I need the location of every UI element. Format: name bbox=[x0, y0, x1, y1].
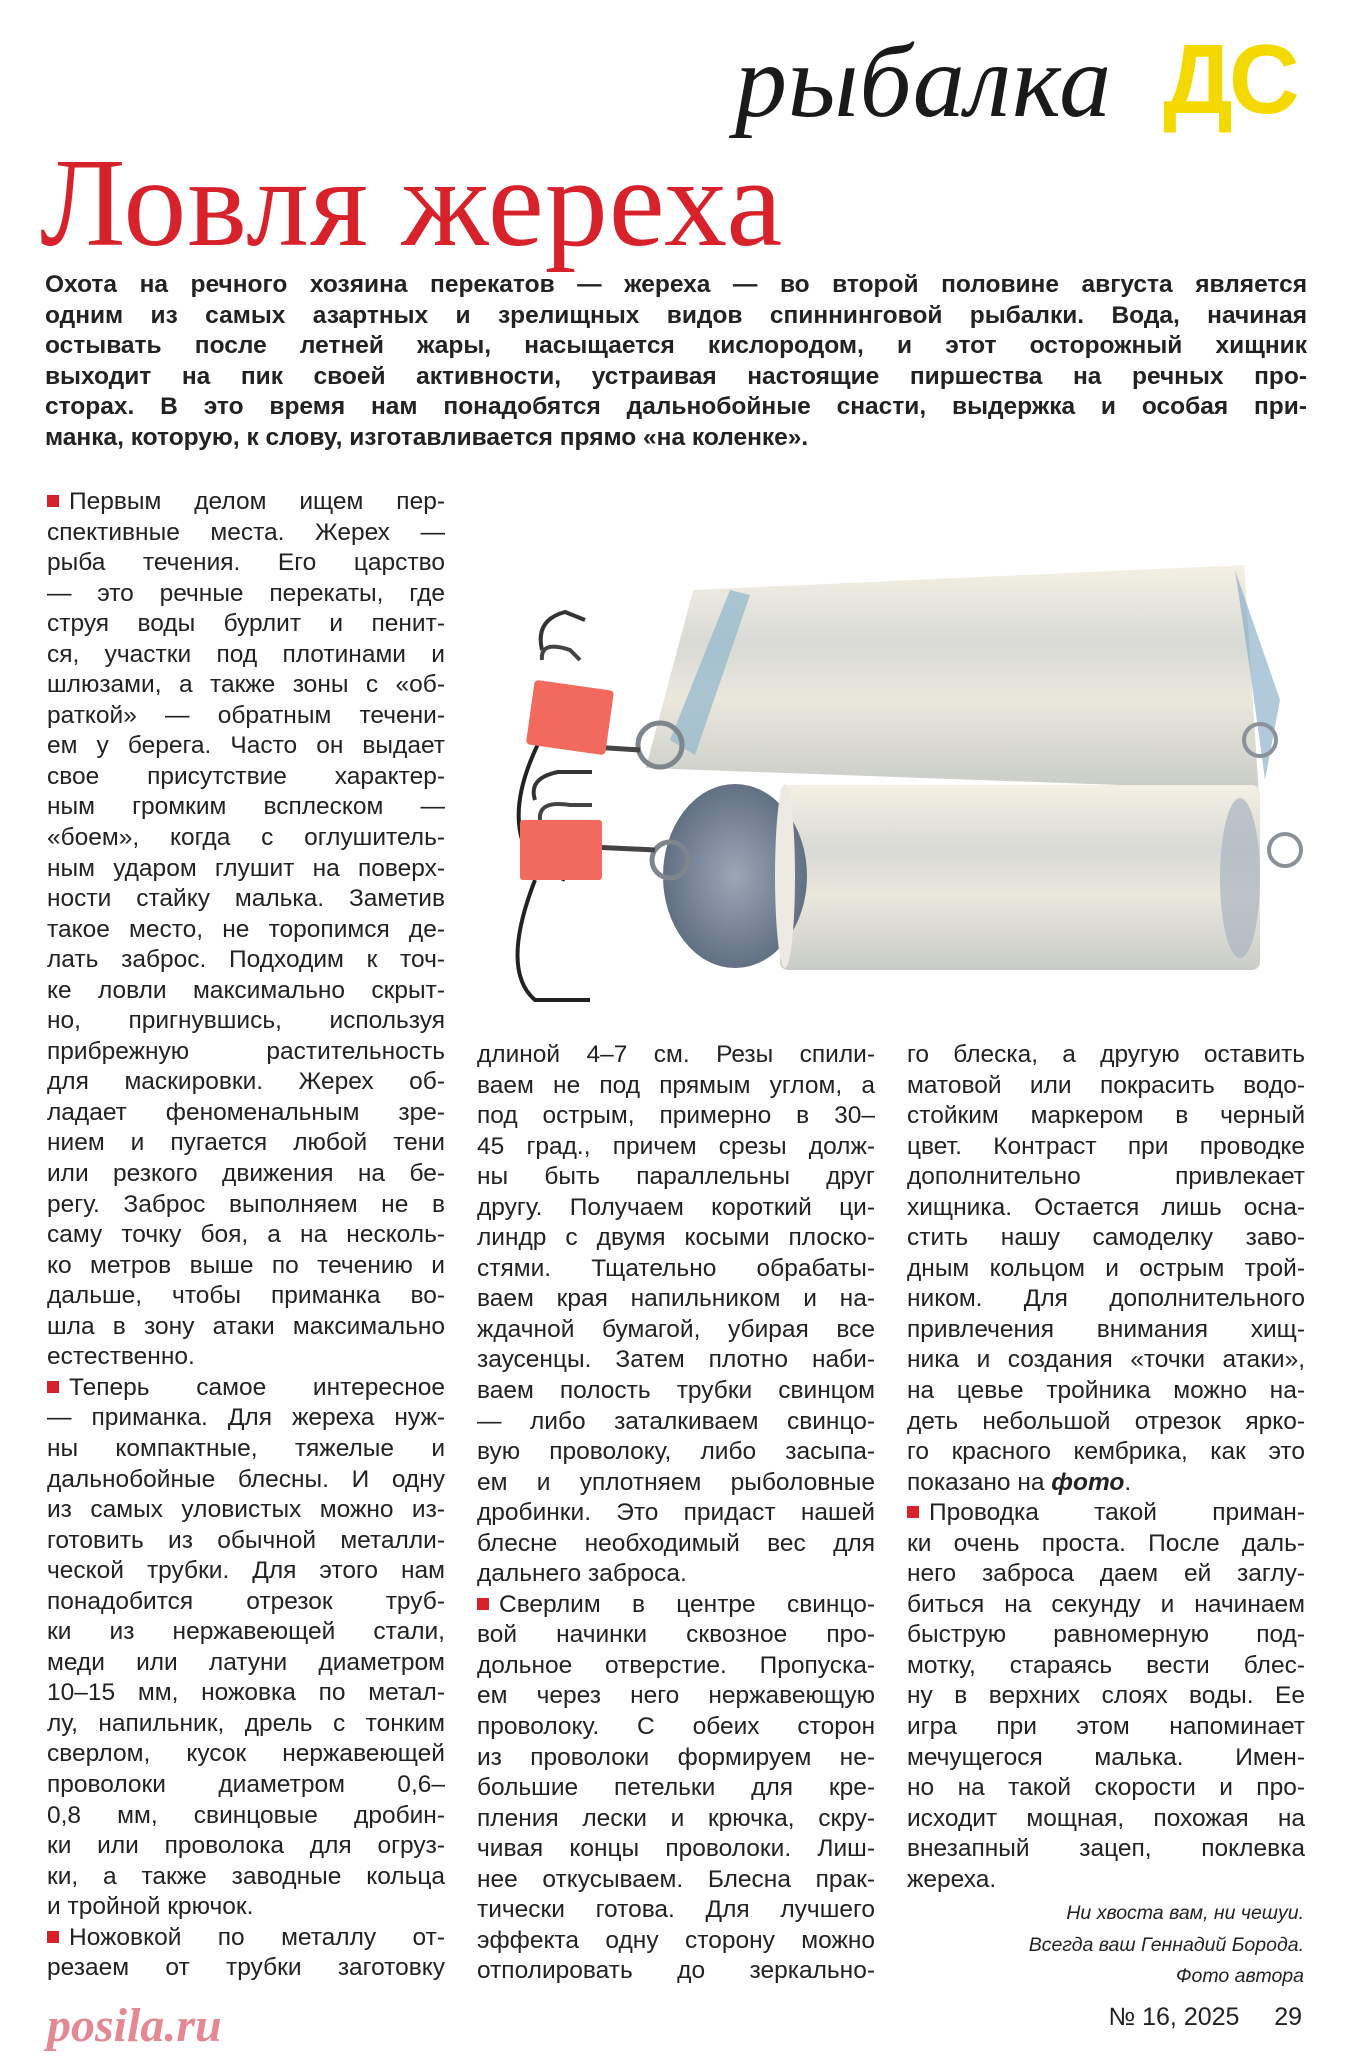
text-line: ем и уплотняем рыболовные bbox=[477, 1468, 875, 1496]
text-line: тически готова. Для лучшего bbox=[477, 1896, 875, 1924]
text-line: но, пригнувшись, используя bbox=[47, 1007, 445, 1035]
signature-line-2: Всегда ваш Геннадий Борода. bbox=[1028, 1933, 1304, 1956]
lures-photo bbox=[490, 500, 1320, 1040]
text-line: ческой трубки. Для этого нам bbox=[47, 1557, 445, 1585]
text-line: Проводка такой приман- bbox=[907, 1498, 1305, 1529]
text-line: жереха. bbox=[907, 1865, 997, 1893]
text-line: ником. Для дополнительного bbox=[907, 1285, 1305, 1313]
lead-line: остывать после летней жары, насыщается кислородом, и этот осторожный хищник bbox=[45, 332, 1307, 360]
emphasis-word: фото bbox=[1051, 1468, 1125, 1496]
text-line: ваем полость трубки свинцом bbox=[477, 1377, 875, 1405]
text-line: блесне необходимый вес для bbox=[477, 1529, 875, 1557]
text-line: Первым делом ищем пер- bbox=[47, 487, 445, 518]
text-line: игра при этом напоминает bbox=[907, 1713, 1305, 1741]
text-line: ко метров выше по течению и bbox=[47, 1251, 445, 1279]
text-line: раткой» — обратным течени- bbox=[47, 701, 445, 729]
text-line: него заброса даем ей заглу- bbox=[907, 1560, 1305, 1588]
text-line: но на такой скорости и про- bbox=[907, 1774, 1305, 1802]
text-line: стить нашу самоделку заво- bbox=[907, 1224, 1305, 1252]
text-line: спективные места. Жерех — bbox=[47, 518, 445, 546]
text-line: — либо заталкиваем свинцо- bbox=[477, 1407, 875, 1435]
signature-line-1: Ни хвоста вам, ни чешуи. bbox=[1066, 1902, 1304, 1924]
text-line: под острым, примерно в 30– bbox=[477, 1102, 875, 1130]
text-line: свое присутствие характер- bbox=[47, 762, 445, 790]
text-line: ся, участки под плотинами и bbox=[47, 640, 445, 668]
text-line: вую проволоку, либо засыпа- bbox=[477, 1438, 875, 1466]
text-line: показано на фото. bbox=[907, 1468, 1132, 1496]
text-line: ки или проволока для огруз- bbox=[47, 1832, 445, 1860]
text-line: нием и пугается любой тени bbox=[47, 1129, 445, 1157]
text-line: отполировать до зеркально- bbox=[477, 1957, 875, 1985]
text-column-1 bbox=[47, 487, 445, 1984]
text-column-3 bbox=[907, 1040, 1305, 1895]
text-line: пления лески и крючка, скру- bbox=[477, 1804, 875, 1832]
text-line: понадобится отрезок труб- bbox=[47, 1587, 445, 1615]
article-lead bbox=[45, 270, 1307, 454]
text-line: ваем не под прямым углом, а bbox=[477, 1071, 875, 1099]
lead-line: Охота на речного хозяина перекатов — жереха — во второй половине августа является bbox=[45, 271, 1307, 298]
text-line: такое место, не торопимся де- bbox=[47, 915, 445, 943]
paragraph-bullet-icon bbox=[907, 1506, 919, 1518]
text-line: и тройной крючок. bbox=[47, 1893, 254, 1921]
text-line: исходит мощная, похожая на bbox=[907, 1804, 1305, 1832]
text-line: лу, напильник, дрель с тонким bbox=[47, 1709, 445, 1737]
text-line: ности стайку малька. Заметив bbox=[47, 885, 445, 913]
text-line: из проволоки формируем не- bbox=[477, 1743, 875, 1771]
text-line: ну в верхних слоях воды. Ее bbox=[907, 1682, 1305, 1710]
text-line: ным громким всплеском — bbox=[47, 793, 445, 821]
author-signature bbox=[1029, 1898, 1304, 1993]
text-line: ны компактные, тяжелые и bbox=[47, 1434, 445, 1462]
article-title: Ловля жереха bbox=[40, 134, 784, 273]
text-line: мотку, стараясь вести блес- bbox=[907, 1651, 1305, 1679]
text-line: дольное отверстие. Пропуска- bbox=[477, 1651, 875, 1679]
text-line: хищника. Остается лишь осна- bbox=[907, 1193, 1305, 1221]
text-line: регу. Заброс выполняем не в bbox=[47, 1190, 445, 1218]
text-line: эффекта одну сторону можно bbox=[477, 1926, 875, 1954]
text-line: большие петельки для кре- bbox=[477, 1774, 875, 1802]
text-line: «боем», когда с оглушитель- bbox=[47, 824, 445, 852]
text-line: заусенцы. Затем плотно наби- bbox=[477, 1346, 875, 1374]
text-line: или резкого движения на бе- bbox=[47, 1160, 445, 1188]
text-line: ем у берега. Часто он выдает bbox=[47, 732, 445, 760]
text-column-2 bbox=[477, 1040, 875, 1987]
text-line: на цевье тройника можно на- bbox=[907, 1377, 1305, 1405]
text-line: проволоку. С обеих сторон bbox=[477, 1713, 875, 1741]
text-line: Теперь самое интересное bbox=[47, 1373, 445, 1404]
watermark: posila.ru bbox=[47, 1999, 222, 2052]
text-line: резаем от трубки заготовку bbox=[47, 1954, 445, 1982]
text-line: ждачной бумагой, убирая все bbox=[477, 1315, 875, 1343]
magazine-logo: ДС bbox=[1163, 24, 1296, 134]
text-line: дальше, чтобы приманка во- bbox=[47, 1282, 445, 1310]
text-line: линдр с двумя косыми плоско- bbox=[477, 1224, 875, 1252]
text-line: стями. Тщательно обрабаты- bbox=[477, 1254, 875, 1282]
lead-line: выходит на пик своей активности, устраивая настоящие пиршества на речных про- bbox=[45, 362, 1307, 390]
text-line: го красного кембрика, как это bbox=[907, 1438, 1305, 1466]
text-line: цвет. Контраст при проводке bbox=[907, 1132, 1305, 1160]
paragraph-bullet-icon bbox=[477, 1598, 489, 1610]
text-line: го блеска, а другую оставить bbox=[907, 1041, 1305, 1068]
text-line: биться на секунду и начинаем bbox=[907, 1590, 1305, 1618]
text-line: чивая концы проволоки. Лиш- bbox=[477, 1835, 875, 1863]
red-cambric bbox=[526, 680, 614, 756]
text-line: матовой или покрасить водо- bbox=[907, 1071, 1305, 1099]
text-line: ным ударом глушит на поверх- bbox=[47, 854, 445, 882]
text-line: 10–15 мм, ножовка по метал- bbox=[47, 1679, 445, 1707]
text-line: ке ловли максимально скрыт- bbox=[47, 976, 445, 1004]
text-line: — это речные перекаты, где bbox=[47, 579, 445, 607]
text-line: из самых уловистых можно из- bbox=[47, 1496, 445, 1524]
text-line: меди или латуни диаметром bbox=[47, 1648, 445, 1676]
text-line: лать заброс. Подходим к точ- bbox=[47, 946, 445, 974]
issue-number: № 16, 2025 bbox=[1108, 2003, 1240, 2031]
text-line: Сверлим в центре свинцо- bbox=[477, 1590, 875, 1621]
page-footer bbox=[1108, 2003, 1302, 2032]
text-line: стойким маркером в черный bbox=[907, 1102, 1305, 1130]
text-line: ны быть параллельны друг bbox=[477, 1163, 875, 1191]
text-line: — приманка. Для жереха нуж- bbox=[47, 1404, 445, 1432]
text-line: 45 град., причем срезы долж- bbox=[477, 1132, 875, 1160]
text-line: ваем края напильником и на- bbox=[477, 1285, 875, 1313]
text-line: дальнобойные блесны. И одну bbox=[47, 1465, 445, 1493]
text-line: ки очень проста. После даль- bbox=[907, 1529, 1305, 1557]
page-number: 29 bbox=[1274, 2003, 1302, 2031]
text-line: нее откусываем. Блесна прак- bbox=[477, 1865, 875, 1893]
text-line: для маскировки. Жерех об- bbox=[47, 1068, 445, 1096]
red-cambric bbox=[520, 820, 602, 880]
section-rubric: рыбалка bbox=[735, 24, 1113, 139]
lead-line: сторах. В это время нам понадобятся дальнобойные снасти, выдержка и особая при- bbox=[45, 393, 1307, 421]
text-line: естественно. bbox=[47, 1343, 195, 1371]
text-line: шла в зону атаки максимально bbox=[47, 1312, 445, 1340]
text-line: дробинки. Это придаст нашей bbox=[477, 1499, 875, 1527]
paragraph-bullet-icon bbox=[47, 1931, 59, 1943]
text-line: ника и создания «точки атаки», bbox=[907, 1346, 1305, 1374]
text-line: готовить из обычной металли- bbox=[47, 1526, 445, 1554]
text-line: дальнего заброса. bbox=[477, 1560, 687, 1588]
text-line: ки из нержавеющей стали, bbox=[47, 1618, 445, 1646]
text-line: проволоки диаметром 0,6– bbox=[47, 1770, 445, 1798]
text-line: длиной 4–7 см. Резы спили- bbox=[477, 1041, 875, 1068]
text-line: внезапный зацеп, поклевка bbox=[907, 1835, 1305, 1863]
text-line: прибрежную растительность bbox=[47, 1037, 445, 1065]
text-line: Ножовкой по металлу от- bbox=[47, 1923, 445, 1954]
text-line: ки, а также заводные кольца bbox=[47, 1862, 445, 1890]
text-line: дным кольцом и острым трой- bbox=[907, 1254, 1305, 1282]
text-line: вой начинки сквозное про- bbox=[477, 1621, 875, 1649]
lead-line: одним из самых азартных и зрелищных видов спиннинговой рыбалки. Вода, начиная bbox=[45, 301, 1307, 329]
text-line: мечущегося малька. Имен- bbox=[907, 1743, 1305, 1771]
paragraph-bullet-icon bbox=[47, 495, 59, 507]
text-line: 0,8 мм, свинцовые дробин- bbox=[47, 1801, 445, 1829]
bottom-lure bbox=[518, 772, 1302, 1000]
photo-credit: Фото автора bbox=[1176, 1965, 1304, 1987]
lead-line: манка, которую, к слову, изготавливается прямо «на коленке». bbox=[45, 423, 809, 451]
text-line: струя воды бурлит и пенит- bbox=[47, 610, 445, 638]
text-line: деть небольшой отрезок ярко- bbox=[907, 1407, 1305, 1435]
text-line: сверлом, кусок нержавеющей bbox=[47, 1740, 445, 1768]
text-line: саму точку боя, а на несколь- bbox=[47, 1221, 445, 1249]
text-line: быструю равномерную под- bbox=[907, 1621, 1305, 1649]
text-line: ладает феноменальным зре- bbox=[47, 1098, 445, 1126]
text-line: ем через него нержавеющую bbox=[477, 1682, 875, 1710]
text-line: привлечения внимания хищ- bbox=[907, 1315, 1305, 1343]
text-line: дополнительно привлекает bbox=[907, 1163, 1305, 1191]
text-line: другу. Получаем короткий ци- bbox=[477, 1193, 875, 1221]
paragraph-bullet-icon bbox=[47, 1381, 59, 1393]
text-line: рыба течения. Его царство bbox=[47, 549, 445, 577]
text-line: шлюзами, а также зоны с «об- bbox=[47, 671, 445, 699]
